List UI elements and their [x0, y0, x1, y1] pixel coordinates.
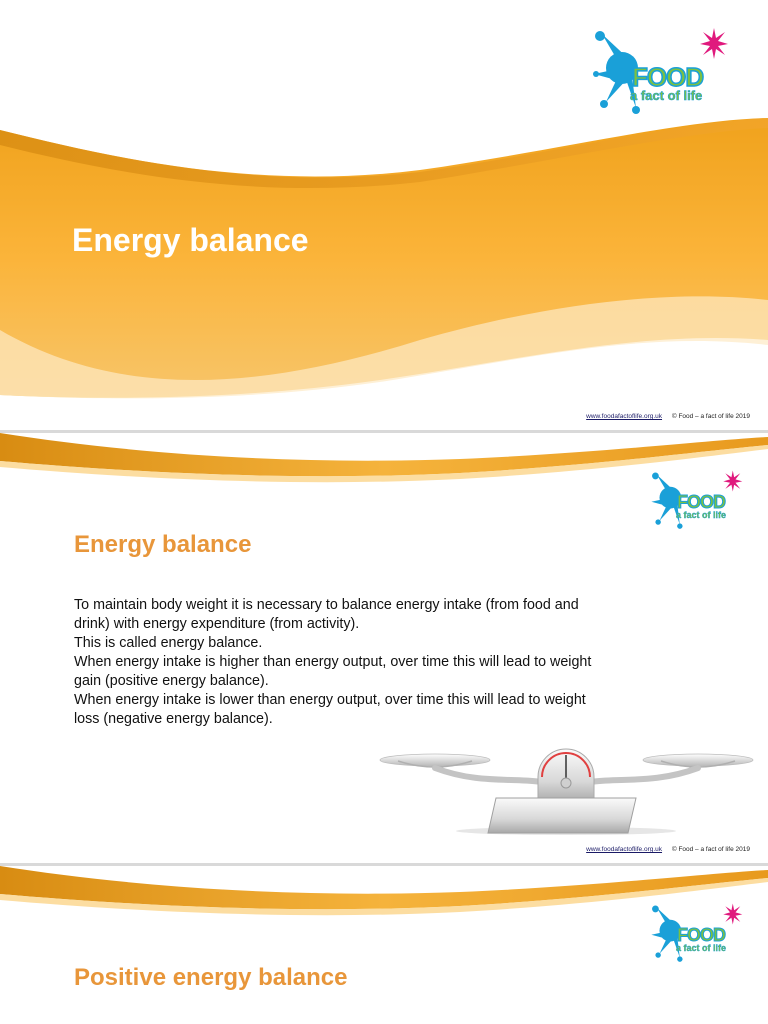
food-logo	[650, 900, 745, 969]
slide-body	[74, 596, 594, 729]
slide-footer	[586, 413, 750, 420]
slide-title: Energy balance	[72, 222, 309, 258]
body-paragraph: When energy intake is higher than energy output, over time this will lead to weight gain (positive energy balance).	[74, 654, 592, 689]
body-paragraph: This is called energy balance.	[74, 635, 263, 651]
footer-link[interactable]: www.foodafactoflife.org.uk	[586, 846, 663, 853]
footer-copyright: © Food – a fact of life 2019	[671, 413, 750, 420]
logo-tagline: a fact of life	[630, 88, 703, 103]
logo-word: FOOD	[677, 925, 725, 945]
slide-footer	[586, 846, 750, 853]
logo-word: FOOD	[632, 62, 704, 92]
balance-scale-image	[378, 743, 768, 838]
logo-word: FOOD	[677, 492, 725, 512]
content-slide	[0, 866, 768, 1024]
footer-copyright: © Food – a fact of life 2019	[671, 846, 750, 853]
content-slide	[0, 433, 768, 863]
title-slide	[0, 0, 768, 430]
logo-tagline: a fact of life	[676, 510, 727, 520]
footer-link[interactable]: www.foodafactoflife.org.uk	[586, 413, 663, 420]
food-logo	[592, 24, 732, 121]
food-logo	[650, 467, 745, 536]
slide-title: Positive energy balance	[74, 964, 348, 991]
body-paragraph: When energy intake is lower than energy output, over time this will lead to weight loss (negative energy balance).	[74, 692, 586, 727]
body-paragraph: To maintain body weight it is necessary to balance energy intake (from food and drink) with energy expenditure (from activity).	[74, 597, 579, 632]
slide-title: Energy balance	[74, 531, 252, 558]
logo-tagline: a fact of life	[676, 943, 727, 953]
